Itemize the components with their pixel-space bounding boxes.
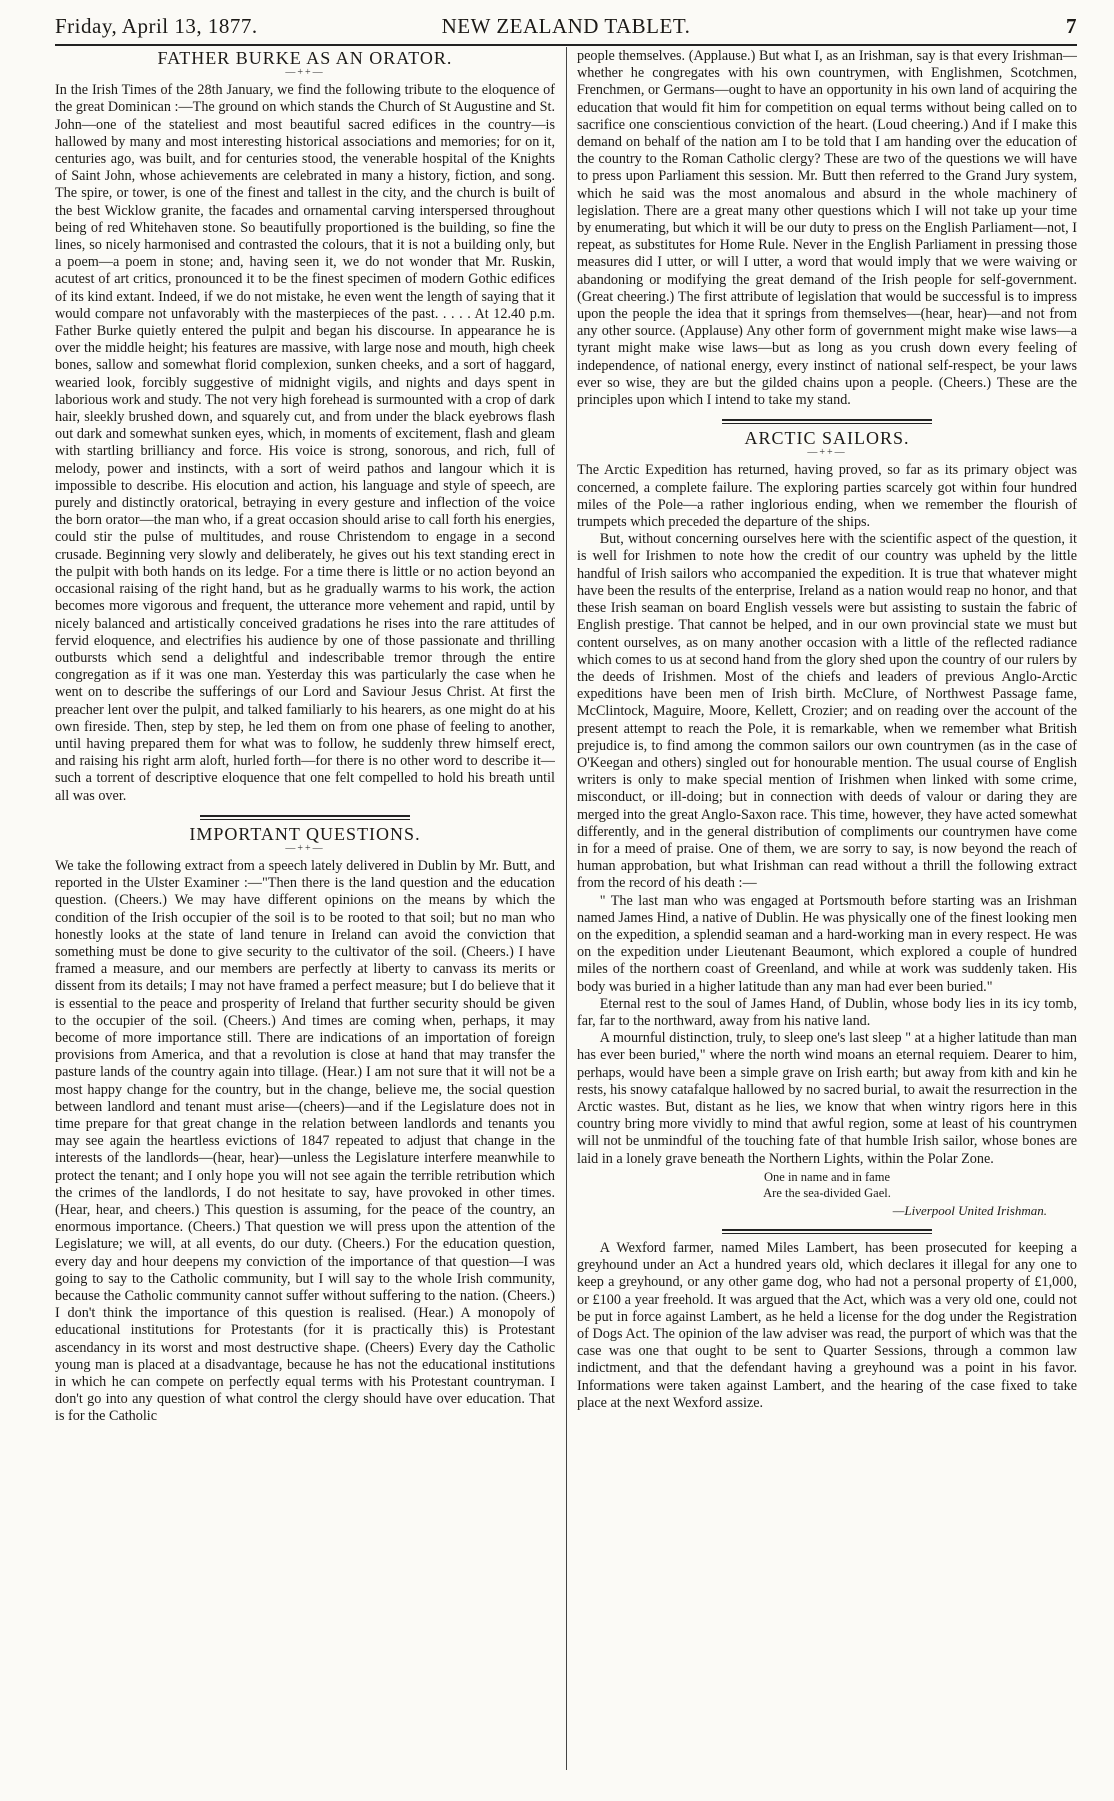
page-number: 7 [1066, 14, 1077, 38]
burke-paragraph: In the Irish Times of the 28th January, we find the following tribute to the eloquence of the great Dominican :—The ground on which stands the Church of St Augustine and St. John—one of the stateliest and most beautiful sacred edifices in the country—is hallowed by many and most interesting historical associations and memories; for on it, centuries ago, was built, and for centuries stood, the venerable hospital of the Knights of Saint John, whose achievements are celebrated in many a history, fiction, and song. The spire, or tower, is one of the finest and tallest in the city, and the church is built of the best Wicklow granite, the facades and ornamental carving interspersed throughout being of red Whitehaven stone. So beautifully proportioned is the building, so fine the lines, so nicely harmonised and contrasted the colours, that it is not a building only, but a poem—a poem in stone; and, having seen it, we do not wonder that Mr. Ruskin, acutest of art critics, pronounced it to be the finest specimen of modern Gothic edifices of its kind extant. Indeed, if we do not mistake, he even went the length of saying that it would compare not unfavorably with the masterpieces of the past. . . . . At 12.40 p.m. Father Burke quietly entered the pulpit and began his discourse. In appearance he is over the middle height; his features are massive, with large nose and mouth, high cheek bones, sallow and somewhat florid complexion, sunken cheeks, and a sort of haggard, wearied look, forcibly suggestive of midnight vigils, and nights and days spent in laborious work and study. The not very high forehead is surmounted with a crop of dark hair, sleekly brushed down, and squarely cut, and from under the black eyebrows flash out dark and somewhat sunken eyes, which, in moments of excitement, flash and gleam with startling brilliancy and force. His voice is strong, sonorous, and rich, full of melody, power and instincts, with a sort of weird pathos and langour which it is impossible to describe. His elocution and action, his language and style of speech, are purely and distinctly oratorical, betraying in every gesture and inflection of the voice the born orator—the man who, if a great occasion should arise to call forth his energies, could stir the pulse of multitudes, and rouse Christendom to engage in a second crusade. Beginning very slowly and deliberately, he gives out his text standing erect in the pulpit with both hands on its ledge. For a time there is little or no action beyond an occasional raising of the right hand, but as he gradually warms to his work, the action becomes more vigorous and frequent, the utterance more vehement and rapid, until by nicely balanced and artistically conceived gradations he rises into the rare attitudes of fervid eloquence, and electrifies his audience by one of those passionate and thrilling outbursts which send a delightful and indescribable tremor through the entire congregation as if it was one man. Yesterday this was particularly the case when he went on to describe the sufferings of our Lord and Saviour Jesus Christ. At first the preacher lent over the pulpit, and talked familiarly to his hearers, as one might do at his own fireside. Then, step by step, he led them on from one phase of feeling to another, until having prepared them for what was to follow, he suddenly threw himself erect, and raising his right arm aloft, hurled forth—for there is no other word to describe it—such a torrent of descriptive eloquence that one felt compelled to hold his breath until all was over. [55, 82, 555, 804]
issue-date: Friday, April 13, 1877. [55, 14, 258, 38]
arctic-paragraph: A mournful distinction, truly, to sleep one's last sleep " at a higher latitude than man has ever been buried," where the north wind moans an eternal requiem. Dearer to him, perhaps, would have been a simple grave on Irish earth; but away from kith and kin he rests, his snowy catafalque hallowed by no sacred burial, to await the resurrection in the Arctic wastes. But, distant as he lies, we know that when wintry rigors here in this country bring more vividly to mind that awful region, some at least of his countrymen will not be unmindful of the touching fate of that humble Irish sailor, whose bones are laid in a lonely grave beneath the Northern Lights, within the Polar Zone. [577, 1030, 1077, 1167]
arctic-paragraph: But, without concerning ourselves here with the scientific aspect of the question, it is well for Irishmen to note how the credit of our country was upheld by the little handful of Irish sailors who accompanied the expedition. It is true that whatever might have been the results of the enterprise, Ireland as a nation would reap no honor, and that these Irish seaman on board English vessels were but assisting to sustain the fabric of English prestige. That cannot be helped, and in our own provincial state we must but content ourselves, as on many another occasion with a little of the reflected radiance which comes to us at second hand from the glory shed upon the country of our rulers by the deeds of Irishmen. Most of the chiefs and leaders of previous Anglo-Arctic expeditions have been men of Irish birth. McClure, of Northwest Passage fame, McClintock, Maguire, Moore, Kellett, Crozier; and on reading over the account of the present attempt to reach the Pole, it is remarkable, when we remember what British prejudice is, to find among the common sailors our own countrymen (as in the case of O'Keegan and others) singled out for honourable mention. The usual course of English writers is only to make special mention of Irishmen when linked with some crime, misconduct, or ill-doing; but in connection with deeds of valour or daring they are merged into the great Anglo-Saxon race. This time, however, they have acted somewhat differently, and in the general distribution of compliments our countrymen have come in for a meed of praise. One of them, we are sorry to say, is now beyond the reach of human approbation, but what Irishman can read without a thrill the following extract from the record of his death :— [577, 531, 1077, 892]
newspaper-title: NEW ZEALAND TABLET. [441, 14, 691, 38]
article-title-questions: IMPORTANT QUESTIONS. [189, 823, 421, 844]
article-title-arctic: ARCTIC SAILORS. [744, 428, 910, 449]
questions-paragraph: We take the following extract from a speech lately delivered in Dublin by Mr. Butt, and reported in the Ulster Examiner :—"Then there is the land question and the education question. (Cheers.) We may have different opinions on the means by which the condition of the Irish occupier of the soil is to be rooted to that soil; but no man who honestly looks at the state of land tenure in Ireland can avoid the conviction that something must be done to give security to the cultivator of the soil. (Cheers.) I have framed a measure, and our members are perfectly at liberty to canvass its merits or dissent from its details; I may not have framed a perfect measure; but I do believe that it is essential to the peace and prosperity of Ireland that further security should be given to the occupier of the soil. (Cheers.) And times are coming when, perhaps, it may become of more importance still. There are indications of an importation of foreign provisions from America, and that a revolution is close at hand that may transfer the pasture lands of the country again into tillage. (Hear.) I am not sure that it will not be a most happy change for the country, but in the change, believe me, the social question between landlord and tenant must arise—(cheers)—and if the Legislature does not in time prepare for that great change in the relation between landlords and tenants you may see again the heartless evictions of 1847 repeated to adjust that change in the interests of the landlords—(hear, hear)—unless the Legislature interfere meanwhile to protect the tenant; and I only hope you will not see again the terrible retribution which the crimes of the landlords, I do not hesitate to say, have provoked in other times. (Hear, hear, and cheers.) This question is assuming, for the peace of the country, an enormous importance. (Cheers.) That question we will press upon the attention of the Legislature; we will, at all events, do our duty. (Cheers.) For the education question, every day and hour deepens my conviction of the importance of that question—I was going to say to the Catholic community, but I will say to the whole Irish community, because the Catholic community cannot suffer without suffering to the nation. (Cheers.) I don't think the importance of this question is realised. (Hear.) A monopoly of educational institutions for Protestants (for it is practically this) is Protestant ascendancy in its worst and most destructive shape. (Cheers) Every day the Catholic young man is placed at a disadvantage, because he has not the educational institutions in which he can compete on perfectly equal terms with his Protestant countryman. I don't go into any question of what control the clergy should have over education. That is for the Catholic [55, 857, 555, 1425]
masthead-rule [55, 44, 1077, 46]
source-credit: —Liverpool United Irishman. [892, 1202, 1047, 1218]
verse-line: Are the sea-divided Gael. [763, 1185, 891, 1200]
wexford-paragraph: A Wexford farmer, named Miles Lambert, has been prosecuted for keeping a greyhound under an Act a hundred years old, which declares it illegal for any one to keep a greyhound, or any other game dog, who had not a personal property of £1,000, or £100 a year freehold. It was argued that the Act, which was a very old one, could not be put in force against Lambert, as he held a license for the dog under the Registration of Dogs Act. The opinion of the law adviser was read, the purport of which was that the case was one that ought to be sent to Quarter Sessions, through a common law indictment, and that the defendant having a greyhound was a point in his favor. Informations were taken against Lambert, and the hearing of the case fixed to take place at the next Wexford assize. [577, 1240, 1077, 1411]
title-ornament: —++— [285, 842, 325, 854]
arctic-quote: " The last man who was engaged at Portsmouth before starting was an Irishman named James Hind, a native of Dublin. He was physically one of the finest looking men on the expedition, a splendid seaman and a hard-working man in every respect. He was on the expedition under Lieutenant Beaumont, which explored a couple of hundred miles of the northern coast of Greenland, and while at work was suddenly taken. His body was buried in a higher latitude than any man had ever been buried." [577, 892, 1077, 995]
column-divider [566, 47, 567, 1770]
left-column [55, 48, 555, 1793]
title-ornament: —++— [285, 67, 325, 79]
masthead [55, 10, 1077, 44]
arctic-paragraph: Eternal rest to the soul of James Hand, of Dublin, whose body lies in its icy tomb, far, far to the northward, away from his native land. [577, 995, 1077, 1029]
section-separator [722, 1229, 932, 1234]
right-column [577, 48, 1077, 1793]
questions-paragraph-continued: people themselves. (Applause.) But what I, as an Irishman, say is that every Irishman—whether he congregates with his own countrymen, with Englishmen, Scotchmen, Frenchmen, or Germans—ought to have an opportunity in his own land of acquiring the education that would fit him for competition on equal terms without being called on to sacrifice one conscientious conviction of the heart. (Loud cheering.) And if I make this demand on behalf of the nation am I to be told that I am handing over the education of the country to the Roman Catholic clergy? These are two of the questions we will have to press upon Parliament this session. Mr. Butt then referred to the Grand Jury system, which he said was the most anomalous and absurd in the whole machinery of legislation. There are a great many other questions which I will not take up your time by enumerating, but which it will be our duty to press on the English Parliament—not, I repeat, as substitutes for Home Rule. Never in the English Parliament in pressing those measures did I utter, or will I utter, a word that would imply that we were waiving or abandoning or modifying the great demand of the Irish people for self-government. (Great cheering.) The first attribute of legislation that would be successful is to impress upon the people the idea that it springs from themselves—(hear, hear)—and not from any other source. (Applause) Any other form of government might make wise laws—a tyrant might make wise laws—but as long as you crush down every feeling of independence, of national energy, every instinct of national self-respect, be your laws ever so wise, they are but the gilded chains upon a people. (Cheers.) These are the principles upon which I intend to take my stand. [577, 48, 1077, 409]
article-title-burke: FATHER BURKE AS AN ORATOR. [157, 48, 453, 68]
section-separator [722, 419, 932, 424]
title-ornament: —++— [807, 447, 847, 459]
arctic-paragraph: The Arctic Expedition has returned, having proved, so far as its primary object was concerned, a complete failure. The exploring parties scarcely got within four hundred miles of the Pole—a rather inglorious ending, when we remember the flourish of trumpets which preceded the departure of the ships. [577, 462, 1077, 531]
verse-line: One in name and in fame [764, 1169, 890, 1184]
section-separator [200, 815, 410, 820]
